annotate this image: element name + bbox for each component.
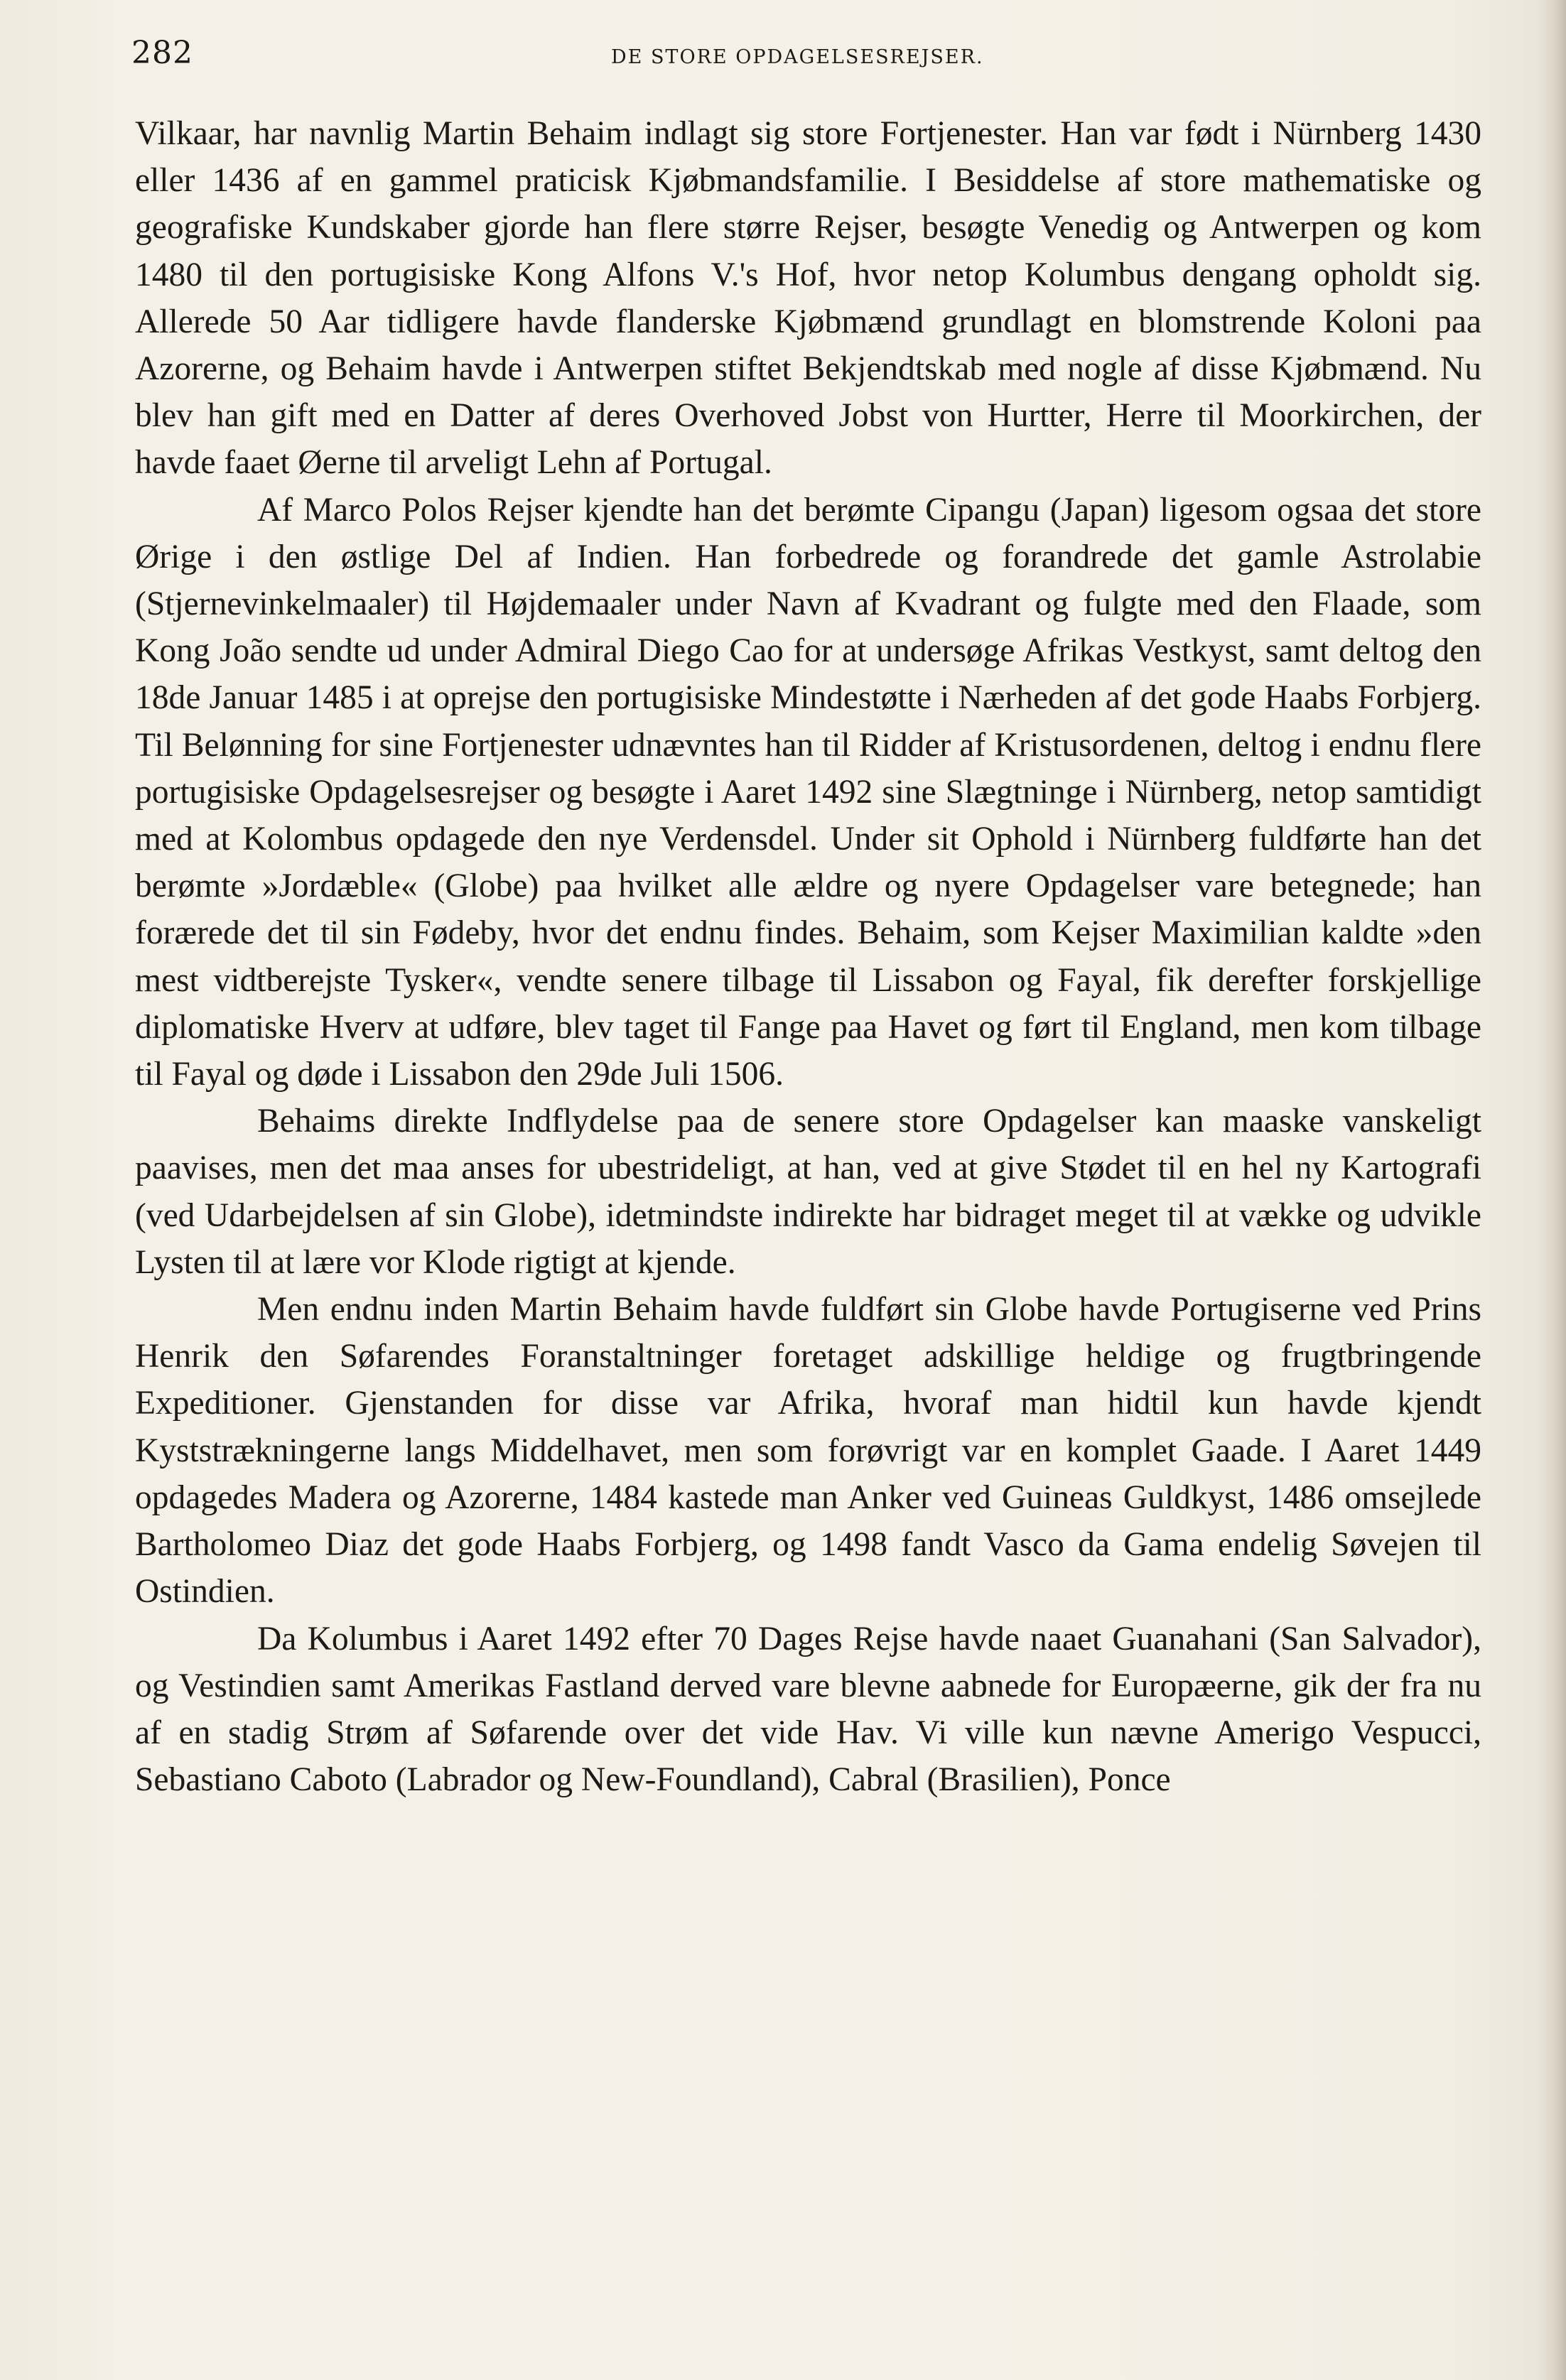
paragraph-behaim-intro: Vilkaar, har navnlig Martin Behaim indlagt sig store Fortjenester. Han var født i Nürnberg 1430 eller 1436 af en gammel praticisk Kjøbmandsfamilie. I Besiddelse af store mathematiske og geografiske Kundskaber gjorde han flere større Rejser, besøgte Venedig og Antwerpen og kom 1480 til den portugisiske Kong Alfons V.'s Hof, hvor netop Kolumbus dengang opholdt sig. Allerede 50 Aar tidligere havde flanderske Kjøbmænd grundlagt en blomstrende Koloni paa Azorerne, og Behaim havde i Antwerpen stiftet Bekjendtskab med nogle af disse Kjøbmænd. Nu blev han gift med en Datter af deres Overhoved Jobst von Hurtter, Herre til Moorkirchen, der havde faaet Øerne til arveligt Lehn af Portugal.	[135, 115, 1481, 482]
paragraph-kolumbus: Da Kolumbus i Aaret 1492 efter 70 Dages Rejse havde naaet Guanahani (San Salvador), og Vestindien samt Amerikas Fastland derved vare blevne aabnede for Europæerne, gik der fra nu af en stadig Strøm af Søfarende over det vide Hav. Vi ville kun nævne Amerigo Vespucci, Sebastiano Caboto (Labrador og New-Foundland), Cabral (Brasilien), Ponce	[135, 1620, 1481, 1799]
running-head: DE STORE OPDAGELSESREJSER.	[611, 46, 984, 68]
paragraph-portuguese-expeditions: Men endnu inden Martin Behaim havde fuldført sin Globe havde Portugiserne ved Prins Henrik den Søfarendes Foranstaltninger foretaget adskillige heldige og frugtbringende Expeditioner. Gjenstanden for disse var Afrika, hvoraf man hidtil kun havde kjendt Kyststrækningerne langs Middelhavet, men som forøvrigt var en komplet Gaade. I Aaret 1449 opdagedes Madera og Azorerne, 1484 kastede man Anker ved Guineas Guldkyst, 1486 omsejlede Bartholomeo Diaz det gode Haabs Forbjerg, og 1498 fandt Vasco da Gama endelig Søvejen til Ostindien.	[135, 1291, 1481, 1611]
body-text	[135, 110, 1481, 1803]
paragraph-behaim-influence: Behaims direkte Indflydelse paa de senere store Opdagelser kan maaske vanskeligt paavises, men det maa anses for ubestrideligt, at han, ved at give Stødet til en hel ny Kartografi (ved Udarbejdelsen af sin Globe), idetmindste indirekte har bidraget meget til at vække og udvikle Lysten til at lære vor Klode rigtigt at kjende.	[135, 1103, 1481, 1281]
paragraph-marco-polo: Af Marco Polos Rejser kjendte han det berømte Cipangu (Japan) ligesom ogsaa det store Ørige i den østlige Del af Indien. Han forbedrede og forandrede det gamle Astrolabie (Stjernevinkelmaaler) til Højdemaaler under Navn af Kvadrant og fulgte med den Flaade, som Kong João sendte ud under Admiral Diego Cao for at undersøge Afrikas Vestkyst, samt deltog den 18de Januar 1485 i at oprejse den portugisiske Mindestøtte i Nærheden af det gode Haabs Forbjerg. Til Belønning for sine Fortjenester udnævntes han til Ridder af Kristusordenen, deltog i endnu flere portugisiske Opdagelsesrejser og besøgte i Aaret 1492 sine Slægtninge i Nürnberg, netop samtidigt med at Kolombus opdagede den nye Verdensdel. Under sit Ophold i Nürnberg fuldførte han det berømte »Jordæble« (Globe) paa hvilket alle ældre og nyere Opdagelser vare betegnede; han forærede det til sin Fødeby, hvor det endnu findes. Behaim, som Kejser Maximilian kaldte »den mest vidtberejste Tysker«, vendte senere tilbage til Lissabon og Fayal, fik derefter forskjellige diplomatiske Hverv at udføre, blev taget til Fange paa Havet og ført til England, men kom tilbage til Fayal og døde i Lissabon den 29de Juli 1506.	[135, 491, 1481, 1093]
page-number: 282	[131, 35, 193, 71]
page-header	[131, 28, 1481, 78]
page-edge-shadow	[1538, 0, 1566, 2380]
